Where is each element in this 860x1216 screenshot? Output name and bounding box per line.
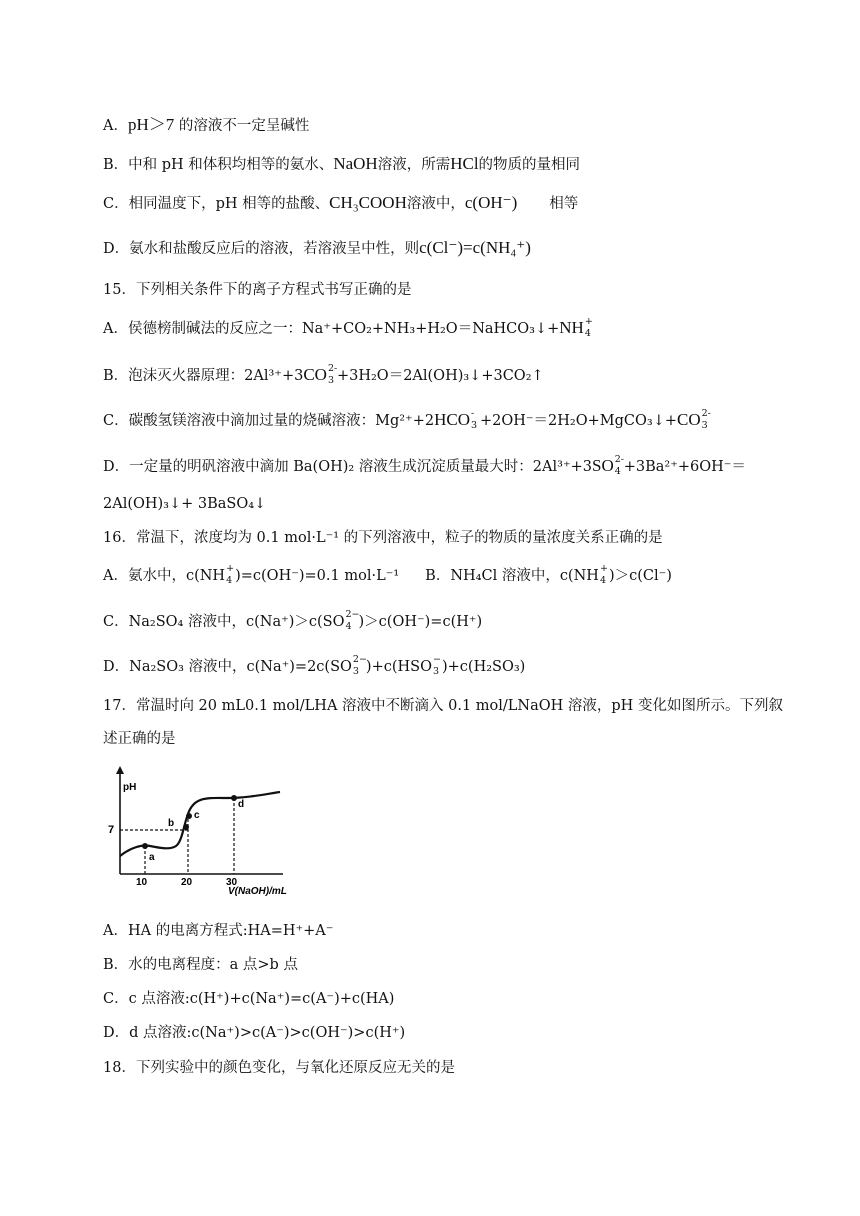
option-16ab: A．氨水中，c(NH + 4 )=c(OH⁻)=0.1 mol·L⁻¹ B．NH₄Cl 溶液中，c(NH + 4 )＞c(Cl⁻) — [103, 563, 672, 586]
formula-hcl: HCl — [450, 154, 479, 173]
co3-charge: 2- — [701, 408, 711, 419]
formula-co3: CO — [303, 365, 327, 384]
option-14c — [103, 193, 578, 214]
option-text: 溶液中， — [406, 196, 465, 212]
formula-hco3: HCO — [434, 410, 470, 429]
formula-naoh: NaOH — [333, 154, 378, 173]
label-d: d — [238, 799, 245, 810]
option-text: 的物质的量相同 — [478, 157, 581, 173]
formula-ph7: pH＞7 — [127, 115, 175, 134]
co3-subscript: 3 — [327, 375, 335, 386]
co3-subscript: 3 — [701, 420, 708, 431]
option-text: D．Na₂SO₃ 溶液中，c(Na⁺)=2c(SO — [103, 659, 352, 675]
nh4-subscript: 4 — [584, 328, 591, 339]
option-17a: A．HA 的电离方程式:HA=H⁺+A⁻ — [103, 923, 334, 939]
question-15: 15．下列相关条件下的离子方程式书写正确的是 — [103, 282, 412, 298]
option-14b — [103, 154, 580, 175]
point-b — [183, 824, 189, 830]
x-axis-label: V(NaOH)/mL — [228, 886, 287, 896]
option-16d: D．Na₂SO₃ 溶液中，c(Na⁺)=2c(SO 2− 3 )+c(HSO − 3 )+c(H₂SO₃) — [103, 654, 526, 677]
option-text: B．中和 pH 和体积均相等的氨水、 — [103, 157, 334, 173]
option-15a — [103, 318, 594, 339]
option-17d: D．d 点溶液:c(Na⁺)>c(A⁻)>c(OH⁻)>c(H⁺) — [103, 1025, 406, 1041]
nh4-charge: + — [584, 316, 593, 327]
option-text: )+c(H₂SO₃) — [441, 659, 526, 675]
point-d — [231, 795, 237, 801]
option-15d-cont: 2Al(OH)₃↓+ 3BaSO₄↓ — [103, 496, 267, 512]
option-text: )＞c(OH⁻)=c(H⁺) — [358, 614, 483, 630]
label-c: c — [194, 810, 200, 821]
option-text: 相等 — [549, 196, 579, 212]
option-text: +3Ba²⁺+6OH⁻＝ — [623, 459, 746, 475]
option-text: D．氨水和盐酸反应后的溶液，若溶液呈中性，则 — [103, 241, 420, 257]
option-text: +3H₂O＝2Al(OH)₃↓+3CO₂↑ — [336, 368, 544, 384]
formula-nh4: NH — [559, 318, 584, 337]
question-17-cont: 述正确的是 — [103, 731, 176, 747]
option-15b — [103, 365, 544, 386]
option-text: C．Na₂SO₄ 溶液中，c(Na⁺)＞c(SO — [103, 614, 345, 630]
question-16: 16．常温下，浓度均为 0.1 mol·L⁻¹ 的下列溶液中，粒子的物质的量浓度关系正确的是 — [103, 530, 663, 546]
option-17b: B．水的电离程度：a 点>b 点 — [103, 957, 298, 973]
option-text: +2OH⁻＝2H₂O+MgCO₃↓+ — [479, 413, 677, 429]
option-14a — [103, 115, 309, 136]
option-text: B．NH₄Cl 溶液中，c(NH — [425, 568, 599, 584]
x-tick-20: 20 — [181, 877, 193, 888]
point-c — [186, 813, 192, 819]
option-15c — [103, 410, 711, 431]
question-17: 17．常温时向 20 mL0.1 mol/LHA 溶液中不断滴入 0.1 mol/LNaOH 溶液，pH 变化如图所示。下列叙 — [103, 698, 783, 714]
hco3-subscript: 3 — [470, 420, 478, 431]
option-letter: A． — [103, 118, 128, 134]
titration-curve-figure — [108, 764, 298, 896]
formula-co3: CO — [677, 410, 701, 429]
option-16c: C．Na₂SO₄ 溶液中，c(Na⁺)＞c(SO 2− 4 )＞c(OH⁻)=c(H⁺) — [103, 609, 483, 632]
formula-ccl-nh4: c(Cl⁻)=c(NH₄⁺) — [419, 238, 531, 257]
option-text: 溶液，所需 — [377, 157, 451, 173]
formula-ch3cooh: CH₃COOH — [329, 193, 407, 212]
option-14d — [103, 238, 531, 259]
option-text: )＞c(Cl⁻) — [608, 568, 672, 584]
option-15d — [103, 456, 746, 477]
option-17c: C．c 点溶液:c(H⁺)+c(Na⁺)=c(A⁻)+c(HA) — [103, 991, 395, 1007]
point-a — [142, 843, 148, 849]
y-tick-7: 7 — [108, 824, 115, 836]
option-text: )=c(OH⁻)=0.1 mol·L⁻¹ — [235, 568, 400, 584]
label-b: b — [168, 818, 175, 829]
option-text: )+c(HSO — [365, 659, 432, 675]
so4-charge: 2- — [614, 454, 624, 465]
so4-subscript: 4 — [614, 466, 621, 477]
co3-charge: 2- — [327, 363, 338, 374]
x-tick-10: 10 — [136, 877, 148, 888]
x-tick-30: 30 — [226, 877, 238, 888]
option-text: B．泡沫灭火器原理：2Al³⁺+3 — [103, 368, 304, 384]
y-axis-arrow — [116, 766, 124, 774]
option-text: A．氨水中，c(NH — [103, 568, 226, 584]
hco3-charge: - — [470, 408, 475, 419]
option-text: C．相同温度下，pH 相等的盐酸、 — [103, 196, 330, 212]
option-text: D．一定量的明矾溶液中滴加 Ba(OH)₂ 溶液生成沉淀质量最大时：2Al³⁺+3 — [103, 459, 592, 475]
option-text: C．碳酸氢镁溶液中滴加过量的烧碱溶液：Mg²⁺+2 — [103, 413, 435, 429]
option-text: A．侯德榜制碱法的反应之一：Na⁺+CO₂+NH₃+H₂O＝NaHCO₃↓+ — [103, 321, 560, 337]
label-a: a — [149, 852, 155, 863]
question-18: 18．下列实验中的颜色变化，与氧化还原反应无关的是 — [103, 1060, 455, 1076]
option-text: 的溶液不一定呈碱性 — [174, 118, 310, 134]
formula-so4: SO — [591, 456, 614, 475]
y-axis-label: pH — [123, 782, 137, 793]
formula-c-oh: c(OH⁻) — [464, 193, 518, 212]
